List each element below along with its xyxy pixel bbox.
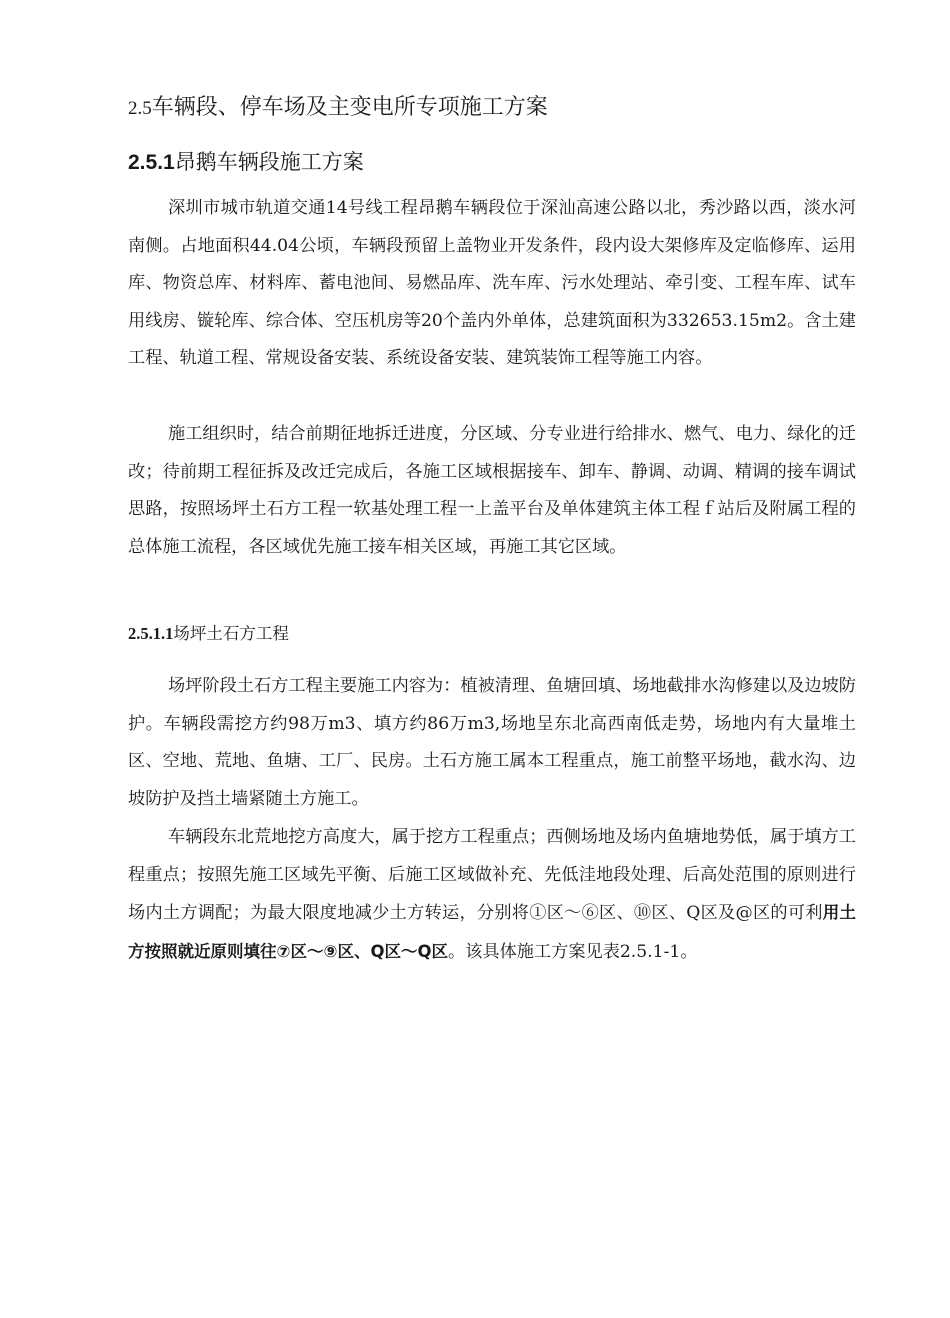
paragraph-bold-run: 用土方按照就近原则填往⑦区〜⑨区、Q区〜Q区 — [128, 903, 856, 961]
paragraph-organization: 施工组织时，结合前期征地拆迁进度，分区域、分专业进行给排水、燃气、电力、绿化的迁改；待前期工程征拆及改迁完成后，各施工区域根据接车、卸车、静调、动调、精调的接车调试思路，按照场坪土石方工程一软基处理工程一上盖平台及单体建筑主体工程ｆ站后及附属工程的总体施工流程，各区域优先施工接车相关区域，再施工其它区域。 — [128, 424, 856, 557]
paragraph-earthwork-content: 场坪阶段土石方工程主要施工内容为：植被清理、鱼塘回填、场地截排水沟修建以及边坡防护。车辆段需挖方约98万m3、填方约86万m3,场地呈东北高西南低走势，场地内有大量堆土区、空地、荒地、鱼塘、工厂、民房。土石方施工属本工程重点，施工前整平场地，截水沟、边坡防护及挡土墙紧随土方施工。 — [128, 676, 856, 809]
section-number: 2.5 — [128, 98, 152, 119]
subsection-heading-2-5-1 — [128, 147, 364, 178]
paragraph-text-run: 。该具体施工方案见表2.5.1-1。 — [448, 941, 698, 962]
subsubsection-title: 场坪土石方工程 — [173, 624, 289, 643]
subsection-number: 2.5.1 — [128, 151, 175, 174]
section-heading-2-5 — [128, 92, 548, 125]
paragraph-overview: 深圳市城市轨道交通14号线工程昂鹅车辆段位于深汕高速公路以北，秀沙路以西，淡水河南侧。占地面积44.04公顷，车辆段预留上盖物业开发条件，段内设大架修库及定临修库、运用库、物资总库、材料库、蓄电池间、易燃品库、洗车库、污水处理站、牵引变、工程车库、试车用线房、镟轮库、综合体、空压机房等20个盖内外单体，总建筑面积为332653.15m2。含土建工程、轨道工程、常规设备安装、系统设备安装、建筑装饰工程等施工内容。 — [128, 198, 856, 368]
subsubsection-number: 2.5.1.1 — [128, 624, 174, 643]
subsection-title: 昂鹅车辆段施工方案 — [174, 150, 364, 174]
section-title: 车辆段、停车场及主变电所专项施工方案 — [151, 95, 548, 120]
paragraph-text-run: 车辆段东北荒地挖方高度大，属于挖方工程重点；西侧场地及场内鱼塘地势低，属于填方工程重点；按照先施工区域先平衡、后施工区域做补充、先低洼地段处理、后高处范围的原则进行场内土方调配；为最大限度地减少土方转运，分别将①区〜⑥区、⑩区、Q区及@区的可利 — [128, 827, 856, 923]
paragraph-earthwork-allocation — [128, 819, 856, 971]
subsubsection-heading-2-5-1-1 — [128, 621, 289, 647]
